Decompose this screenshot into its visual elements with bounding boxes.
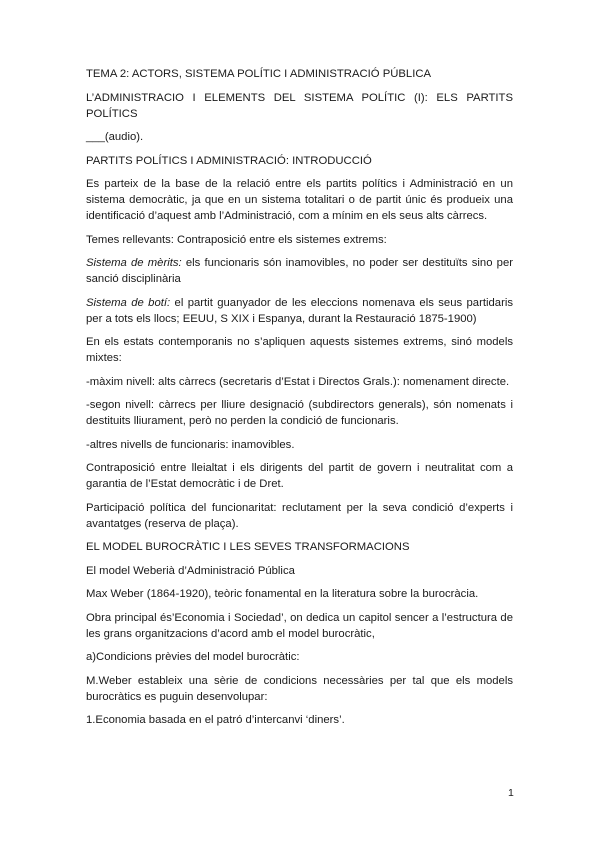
merit-system-label: Sistema de mèrits: xyxy=(86,257,182,269)
spoils-system-text: el partit guanyador de les eleccions nomenava els seus partidaris per a tots els llocs; EEUU, S XIX i Espanya, durant la Restauració 1875-1900) xyxy=(86,296,513,325)
page-number: 1 xyxy=(508,787,514,799)
audio-note: ___(audio). xyxy=(86,131,144,143)
condition-1-item: 1.Economia basada en el patró d’intercanvi ‘diners’. xyxy=(86,714,345,726)
weber-bio-paragraph: Max Weber (1864-1920), teòric fonamental en la literatura sobre la burocràcia. xyxy=(86,588,479,600)
other-levels-paragraph: -altres nivells de funcionaris: inamovibles. xyxy=(86,438,295,451)
second-level-paragraph: -segon nivell: càrrecs per lliure designació (subdirectors generals), són nomenats i destituits lliurament, però no perden la condició de funcionaris. xyxy=(86,399,513,427)
max-level-paragraph: -màxim nivell: alts càrrecs (secretaris d’Estat i Directos Grals.): nomenament directe. xyxy=(86,375,510,388)
spoils-system-paragraph xyxy=(86,295,513,327)
relevant-topics-paragraph: Temes rellevants: Contraposició entre els sistemes extrems: xyxy=(86,233,387,246)
topic-heading: TEMA 2: ACTORS, SISTEMA POLÍTIC I ADMINISTRACIÓ PÚBLICA xyxy=(86,68,432,80)
participation-paragraph: Participació política del funcionaritat: reclutament per la seva condició d’experts i avantatges (reserva de plaça). xyxy=(86,501,513,530)
mixed-models-paragraph: En els estats contemporanis no s’apliquen aquests sistemes extrems, sinó models mixtes: xyxy=(86,336,513,364)
weber-model-heading: El model Weberià d’Administració Pública xyxy=(86,564,295,577)
merit-system-text: els funcionaris són inamovibles, no poder ser destituïts sino per sanció disciplinària xyxy=(86,257,513,285)
bureaucratic-section-heading: EL MODEL BUROCRÀTIC I LES SEVES TRANSFORMACIONS xyxy=(86,541,410,553)
merit-system-paragraph xyxy=(86,255,513,287)
weber-work-paragraph: Obra principal és’Economia i Sociedad’, on dedica un capitol sencer a l’estructura de les grans organitzacions d’acord amb el model burocràtic, xyxy=(86,611,513,640)
document-body xyxy=(86,66,513,736)
spoils-system-label: Sistema de botí: xyxy=(86,296,171,309)
weber-conditions-paragraph: M.Weber estableix una sèrie de condicions necessàries per tal que els models burocràtics es puguin desenvolupar: xyxy=(86,674,513,703)
loyalty-paragraph: Contraposició entre lleialtat i els dirigents del partit de govern i neutralitat com a garantia de l’Estat democràtic i de Dret. xyxy=(86,462,513,490)
chapter-heading: L’ADMINISTRACIO I ELEMENTS DEL SISTEMA POLÍTIC (I): ELS PARTITS POLÍTICS xyxy=(86,91,513,120)
prior-conditions-heading: a)Condicions prèvies del model burocràtic: xyxy=(86,651,300,663)
intro-section-heading: PARTITS POLÍTICS I ADMINISTRACIÓ: INTRODUCCIÓ xyxy=(86,154,372,167)
intro-paragraph: Es parteix de la base de la relació entre els partits polítics i Administració en un sistema democràtic, ja que en un sistema totalitari o de partit únic és produeix una identificació d’aquest amb l’Administració, com a mínim en els seus alts càrrecs. xyxy=(86,178,513,222)
